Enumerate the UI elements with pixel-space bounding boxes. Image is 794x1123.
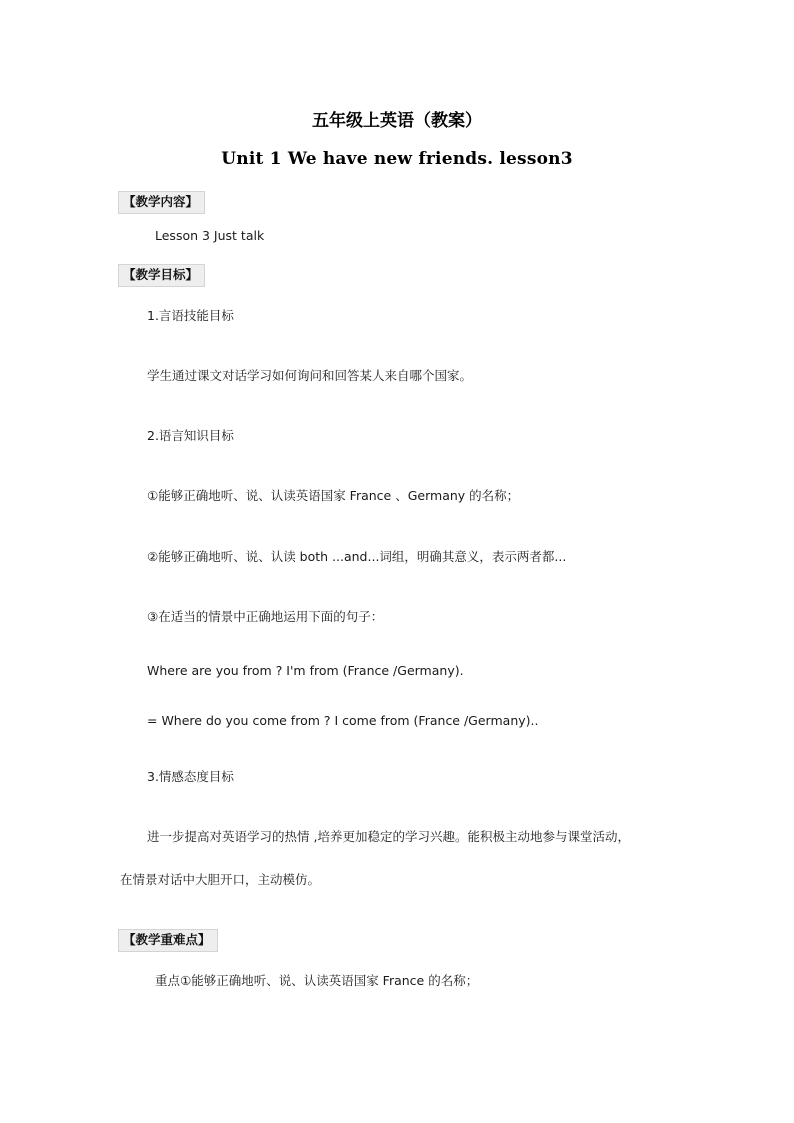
document-subtitle: Unit 1 We have new friends. lesson3 [221, 149, 573, 169]
objective-line: ②能够正确地听、说、认读 both ...and...词组，明确其意义，表示两者都... [147, 549, 567, 564]
objective-line: 学生通过课文对话学习如何询问和回答某人来自哪个国家。 [147, 368, 473, 383]
objective-line: ③在适当的情景中正确地运用下面的句子： [147, 609, 384, 624]
objective-line: = Where do you come from ? I come from (France /Germany).. [147, 713, 539, 728]
objective-line: Where are you from ? I'm from (France /Germany). [147, 663, 464, 678]
objective-line: 3.情感态度目标 [147, 769, 234, 784]
key-points-text: 重点①能够正确地听、说、认读英语国家 France 的名称； [155, 973, 479, 988]
section-heading-key-points: 【教学重难点】 [118, 929, 218, 952]
objective-line: 1.言语技能目标 [147, 308, 234, 323]
section-heading-objectives: 【教学目标】 [118, 264, 205, 287]
objective-line: 进一步提高对英语学习的热情 ,培养更加稳定的学习兴趣。能积极主动地参与课堂活动， [147, 829, 630, 844]
document-title: 五年级上英语（教案） [312, 111, 482, 131]
objective-line: ①能够正确地听、说、认读英语国家 France 、Germany 的名称； [147, 488, 520, 503]
objective-line: 在情景对话中大胆开口，主动模仿。 [120, 872, 321, 887]
content-text: Lesson 3 Just talk [155, 228, 265, 243]
section-heading-content: 【教学内容】 [118, 191, 205, 214]
objective-line: 2.语言知识目标 [147, 428, 234, 443]
